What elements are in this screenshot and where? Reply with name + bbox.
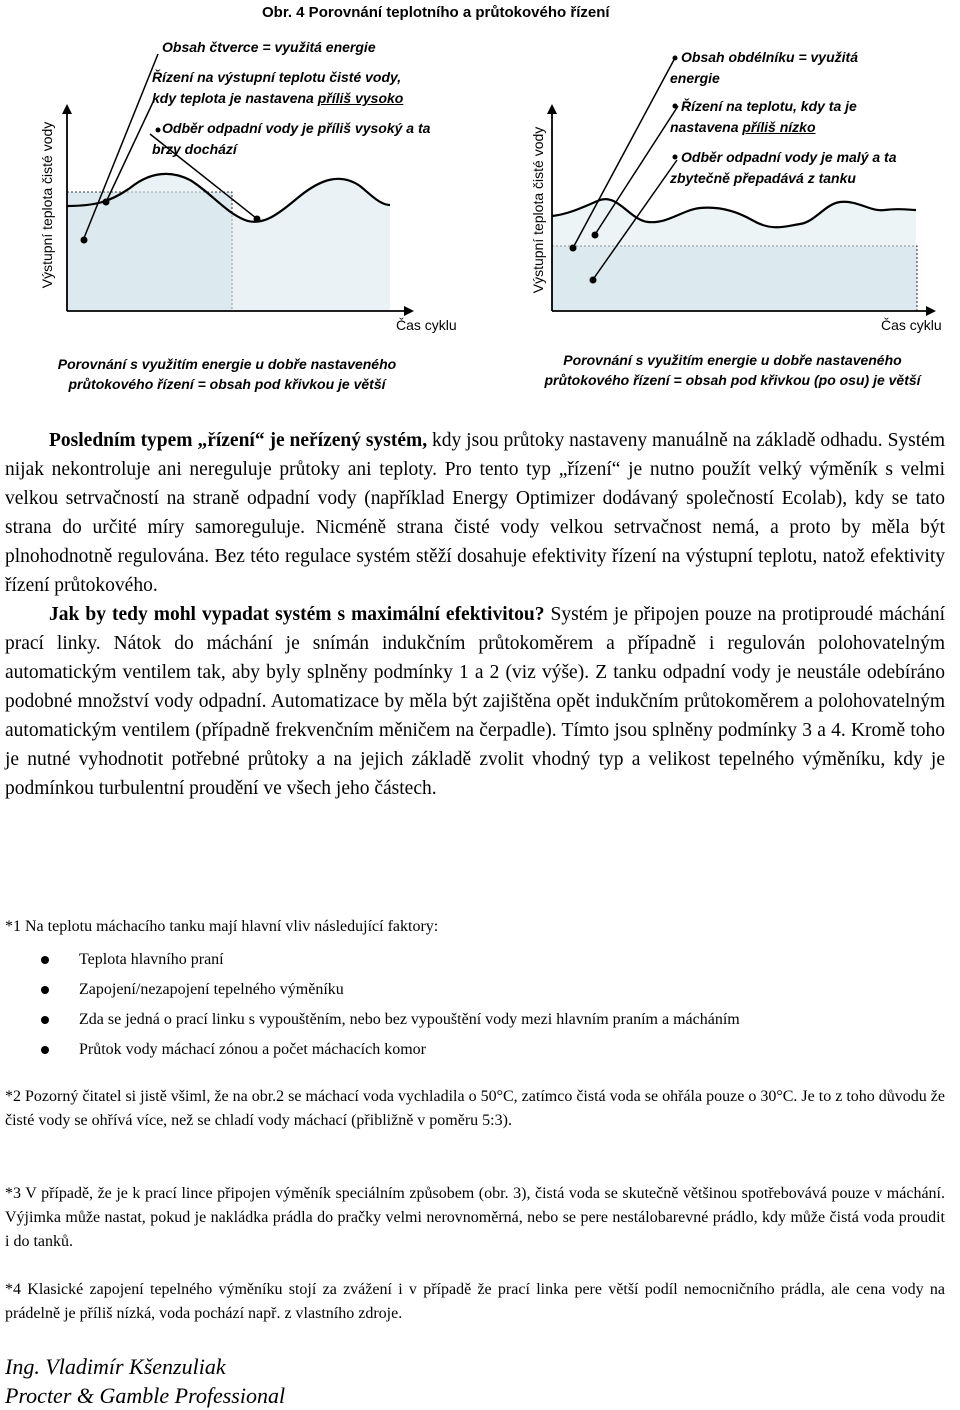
right-y-axis-arrow bbox=[547, 104, 557, 114]
left-anno2-line2-underlined: příliš vysoko bbox=[317, 90, 404, 106]
right-anno1-line1: Obsah obdélníku = využitá bbox=[681, 49, 858, 65]
note-1-list bbox=[5, 945, 945, 1065]
right-anno1-bullet bbox=[673, 56, 678, 61]
list-item bbox=[5, 945, 945, 975]
left-x-axis-arrow bbox=[404, 306, 414, 316]
paragraph2-text: Systém je připojen pouze na protiproudé máchání prací linky. Nátok do máchání je snímán indukčním průtokoměrem a případně i regulován polohovatelným automatickým ventilem tak, aby byly splněny podmínky 1 a 2 (viz výše). Z tanku odpadní vody je neustále odebíráno podobné množství vody odpadní. Automatizace by měla být zajištěna opět indukčním průtokoměrem a polohovatelným automatickým ventilem (případně frekvenčním měničem na čerpadle). Tímto jsou splněny podmínky 3 a 4. Kromě toho je nutné vyhodnotit potřebné průtoky a na jejich základě zvolit vhodný typ a velikost tepelného výměníku, kdy je podmínkou turbulentní proudění ve všech jeho částech. bbox=[5, 604, 945, 799]
left-leader-1-dot bbox=[81, 237, 88, 244]
right-leader-3-dot bbox=[590, 277, 597, 284]
left-caption bbox=[22, 354, 432, 394]
list-item-text: Zapojení/nezapojení tepelného výměníku bbox=[79, 981, 344, 998]
note-3 bbox=[5, 1182, 945, 1254]
left-caption-line2: průtokového řízení = obsah pod křivkou je větší bbox=[68, 376, 386, 392]
left-leader-2-dot bbox=[103, 199, 110, 206]
right-anno3-line2: zbytečně přepadává z tanku bbox=[670, 170, 856, 186]
left-annotation-waste-high bbox=[152, 118, 430, 160]
left-annotation-square: Obsah čtverce = využitá energie bbox=[162, 39, 376, 55]
figure-title: Obr. 4 Porovnání teplotního a průtokového řízení bbox=[262, 4, 610, 21]
left-anno2-line1: Řízení na výstupní teplotu čisté vody, bbox=[152, 69, 402, 85]
paragraph2-bold: Jak by tedy mohl vypadat systém s maximální efektivitou? bbox=[49, 604, 545, 625]
right-x-axis-label: Čas cyklu bbox=[881, 317, 942, 333]
right-caption bbox=[505, 350, 960, 390]
note-1 bbox=[5, 915, 945, 1065]
list-item bbox=[5, 975, 945, 1005]
right-annotation-temp-low bbox=[670, 96, 857, 138]
left-caption-line1: Porovnání s využitím energie u dobře nastaveného bbox=[57, 356, 397, 372]
right-anno1-line2: energie bbox=[670, 70, 720, 86]
figure-obr4 bbox=[0, 0, 960, 400]
bullet-icon bbox=[41, 1046, 49, 1054]
left-annotation-temp-high bbox=[152, 67, 403, 109]
author-company: Procter & Gamble Professional bbox=[5, 1383, 286, 1408]
paragraph1-bold: Posledním typem „řízení“ je neřízený systém, bbox=[49, 430, 428, 451]
right-leader-2 bbox=[596, 106, 678, 233]
left-anno3-line1: Odběr odpadní vody je příliš vysoký a ta bbox=[162, 120, 431, 136]
right-annotation-rectangle bbox=[670, 47, 858, 89]
right-x-axis-arrow bbox=[926, 306, 936, 316]
paragraph1-text: kdy jsou průtoky nastaveny manuálně na základě odhadu. Systém nijak nekontroluje ani nereguluje průtoky ani teploty. Pro tento typ „řízení“ je nutno použít velký výměník s velmi velkou setrvačností na straně odpadní vody (například Energy Optimizer dodávaný společností Ecolab), kdy se tato strana do určité míry samoreguluje. Nicméně strana čisté vody velkou setrvačnost nemá, a proto by měla být plnohodnotně regulována. Bez této regulace systém stěží dosahuje efektivity řízení na výstupní teplotu, natož efektivity řízení průtokového. bbox=[5, 430, 945, 596]
left-y-axis-arrow bbox=[62, 104, 72, 114]
list-item-text: Teplota hlavního praní bbox=[79, 951, 224, 968]
right-anno3-bullet bbox=[673, 155, 678, 160]
right-anno3-line1: Odběr odpadní vody je malý a ta bbox=[681, 149, 897, 165]
paragraph-uncontrolled-system bbox=[5, 426, 945, 600]
note-2-text: *2 Pozorný čitatel si jistě všiml, že na obr.2 se máchací voda vychladila o 50°C, zatímco čistá voda se ohřála pouze o 30°C. Je to z toho důvodu že čisté vody se ohřívá více, než se chladí vody máchací (přibližně v poměru 5:3). bbox=[5, 1088, 945, 1129]
author-signature bbox=[5, 1352, 285, 1410]
left-y-axis-label: Výstupní teplota čisté vody bbox=[39, 121, 55, 289]
right-annotation-waste-low bbox=[670, 147, 897, 189]
author-name: Ing. Vladimír Kšenzuliak bbox=[5, 1354, 226, 1379]
right-y-axis-label: Výstupní teplota čisté vody bbox=[530, 126, 546, 294]
right-anno2-line2-pre: nastavena bbox=[670, 119, 743, 135]
left-anno2-line2-pre: kdy teplota je nastavena bbox=[152, 90, 318, 106]
note-3-text: *3 V případě, že je k prací lince připojen výměník speciálním způsobem (obr. 3), čistá voda se skutečně většinou spotřebovává pouze v máchání. Výjimka může nastat, pokud je nakládka prádla do pračky velmi nerovnoměrná, nebo se pere nestálobarevné prádlo, kdy může čistá voda proudit i do tanků. bbox=[5, 1185, 945, 1250]
bullet-icon bbox=[41, 986, 49, 994]
right-caption-line1: Porovnání s využitím energie u dobře nastaveného bbox=[563, 352, 902, 368]
list-item-text: Zda se jedná o prací linku s vypouštěním, nebo bez vypouštění vody mezi hlavním praním a mácháním bbox=[79, 1011, 740, 1028]
note-2 bbox=[5, 1085, 945, 1133]
list-item bbox=[5, 1005, 945, 1035]
bullet-icon bbox=[41, 956, 49, 964]
left-x-axis-label: Čas cyklu bbox=[396, 317, 457, 333]
list-item bbox=[5, 1035, 945, 1065]
note-4 bbox=[5, 1278, 945, 1326]
right-caption-line2: průtokového řízení = obsah pod křivkou (po osu) je větší bbox=[544, 372, 921, 388]
note-1-intro: *1 Na teplotu máchacího tanku mají hlavní vliv následující faktory: bbox=[5, 918, 439, 935]
note-4-text: *4 Klasické zapojení tepelného výměníku stojí za zvážení i v případě že prací linka pere větší podíl nemocničního prádla, ale cena vody na prádelně je příliš nízká, voda pochází např. z vlastního zdroje. bbox=[5, 1281, 945, 1322]
main-text bbox=[5, 426, 945, 803]
paragraph-max-efficiency bbox=[5, 600, 945, 803]
left-leader-3-dot bbox=[254, 216, 261, 223]
right-anno2-line1: Řízení na teplotu, kdy ta je bbox=[681, 98, 857, 114]
left-anno3-line2: brzy dochází bbox=[152, 141, 237, 157]
list-item-text: Průtok vody máchací zónou a počet máchacích komor bbox=[79, 1041, 426, 1058]
right-leader-2-dot bbox=[592, 232, 599, 239]
right-anno2-bullet bbox=[673, 104, 678, 109]
right-leader-1-dot bbox=[570, 245, 577, 252]
bullet-icon bbox=[41, 1016, 49, 1024]
right-anno2-line2-underlined: příliš nízko bbox=[742, 119, 816, 135]
